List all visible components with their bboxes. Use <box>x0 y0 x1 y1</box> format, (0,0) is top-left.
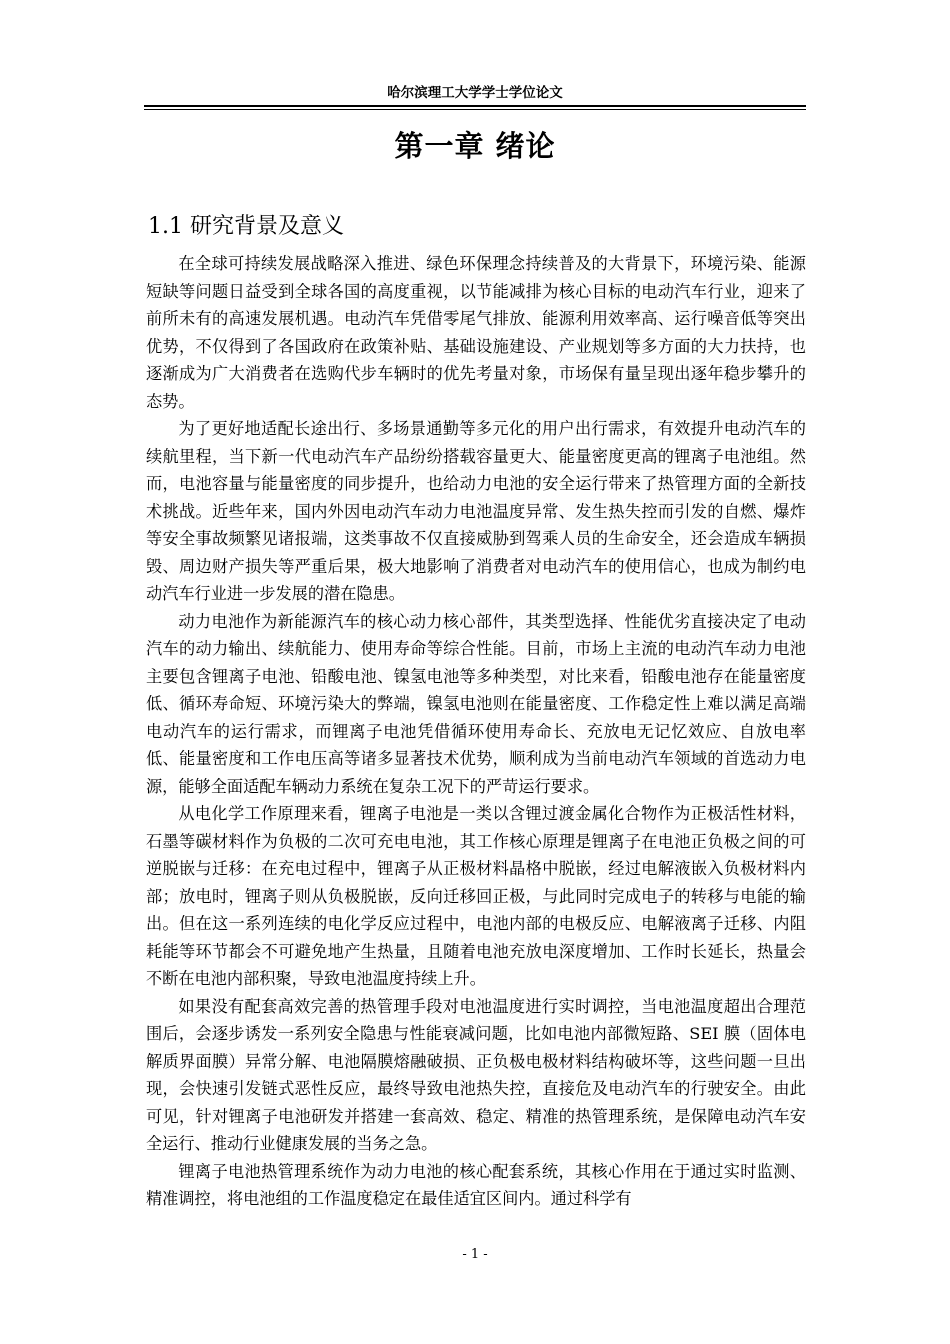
paragraph-electrochemistry: 从电化学工作原理来看，锂离子电池是一类以含锂过渡金属化合物作为正极活性材料，石墨等碳材料作为负极的二次可充电电池，其工作核心原理是锂离子在电池正负极之间的可逆脱嵌与迁移：在充电过程中，锂离子从正极材料晶格中脱嵌，经过电解液嵌入负极材料内部；放电时，锂离子则从负极脱嵌，反向迁移回正极，与此同时完成电子的转移与电能的输出。但在这一系列连续的电化学反应过程中，电池内部的电极反应、电解液离子迁移、内阻耗能等环节都会不可避免地产生热量，且随着电池充放电深度增加、工作时长延长，热量会不断在电池内部积聚，导致电池温度持续上升。 <box>146 804 806 988</box>
chapter-title: 第一章 绪论 <box>394 129 556 163</box>
page-number: - 1 - <box>462 1247 488 1262</box>
paragraph-battery-types: 动力电池作为新能源汽车的核心动力核心部件，其类型选择、性能优劣直接决定了电动汽车的动力输出、续航能力、使用寿命等综合性能。目前，市场上主流的电动汽车动力电池主要包含锂离子电池、铅酸电池、镍氢电池等多种类型，对比来看，铅酸电池存在能量密度低、循环寿命短、环境污染大的弊端，镍氢电池则在能量密度、工作稳定性上难以满足高端电动汽车的运行需求，而锂离子电池凭借循环使用寿命长、充放电无记忆效应、自放电率低、能量密度和工作电压高等诸多显著技术优势，顺利成为当前电动汽车领域的首选动力电源，能够全面适配车辆动力系统在复杂工况下的严苛运行要求。 <box>146 611 806 796</box>
paragraph-background: 在全球可持续发展战略深入推进、绿色环保理念持续普及的大背景下，环境污染、能源短缺等问题日益受到全球各国的高度重视，以节能减排为核心目标的电动汽车行业，迎来了前所未有的高速发展机遇。电动汽车凭借零尾气排放、能源利用效率高、运行噪音低等突出优势，不仅得到了各国政府在政策补贴、基础设施建设、产业规划等多方面的大力扶持，也逐渐成为广大消费者在选购代步车辆时的优先考量对象，市场保有量呈现出逐年稳步攀升的态势。 <box>146 254 806 411</box>
section-title: 1.1 研究背景及意义 <box>148 214 344 239</box>
paragraph-thermal-challenge: 为了更好地适配长途出行、多场景通勤等多元化的用户出行需求，有效提升电动汽车的续航里程，当下新一代电动汽车产品纷纷搭载容量更大、能量密度更高的锂离子电池组。然而，电池容量与能量密度的同步提升，也给动力电池的安全运行带来了热管理方面的全新技术挑战。近些年来，国内外因电动汽车动力电池温度异常、发生热失控而引发的自燃、爆炸等安全事故频繁见诸报端，这类事故不仅直接威胁到驾乘人员的生命安全，还会造成车辆损毁、周边财产损失等严重后果，极大地影响了消费者对电动汽车的使用信心，也成为制约电动汽车行业进一步发展的潜在隐患。 <box>146 419 806 603</box>
header-rule-thin <box>144 109 806 110</box>
paragraph-thermal-management: 锂离子电池热管理系统作为动力电池的核心配套系统，其核心作用在于通过实时监测、精准调控，将电池组的工作温度稳定在最佳适宜区间内。通过科学有 <box>146 1161 806 1208</box>
body-text <box>146 250 806 1213</box>
running-header-title: 哈尔滨理工大学学士学位论文 <box>387 85 563 101</box>
header-rule-thick <box>144 105 806 107</box>
paragraph-thermal-runaway: 如果没有配套高效完善的热管理手段对电池温度进行实时调控，当电池温度超出合理范围后，会逐步诱发一系列安全隐患与性能衰减问题，比如电池内部微短路、SEI 膜（固体电解质界面膜）异常分解、电池隔膜熔融破损、正负极电极材料结构破坏等，这些问题一旦出现，会快速引发链式恶性反应，最终导致电池热失控，直接危及电动汽车的行驶安全。由此可见，针对锂离子电池研发并搭建一套高效、稳定、精准的热管理系统，是保障电动汽车安全运行、推动行业健康发展的当务之急。 <box>146 996 806 1153</box>
